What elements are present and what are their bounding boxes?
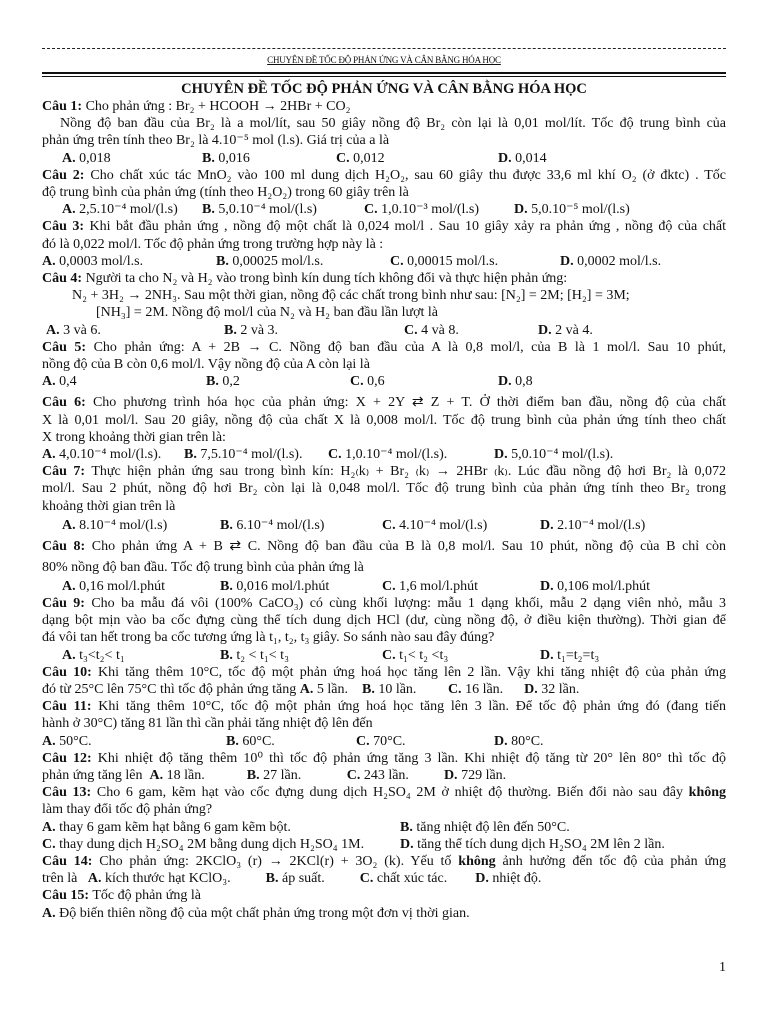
question-10-line-2: đó từ 25°C lên 75°C thì tốc độ phản ứng tăng A. 5 lần. B. 10 lần. C. 16 lần. D. 32 lần. — [42, 681, 580, 697]
question-text: X trong khoảng thời gian trên là: — [42, 429, 226, 445]
question-text: Nồng độ ban đầu của Br₂ là a mol/lít, sau 50 giây nồng độ Br₂ còn lại là 0,01 mol/lít. Tốc độ trung bình của — [60, 116, 726, 132]
question-4: Câu 4: Người ta cho N₂ và H₂ vào trong bình kín dung tích không đổi và thực hiện phản ứng: — [42, 270, 568, 286]
question-text: độ trung bình của phản ứng (tính theo H₂O₂) trong 60 giây trên là — [42, 185, 409, 200]
question-text: khoảng thời gian trên là — [42, 498, 176, 514]
options-q4: A. 3 và 6. B. 2 và 3. C. 4 và 8. D. 2 và 4. — [46, 322, 593, 338]
options-q11: A. 50°C. B. 60°C. C. 70°C. D. 80°C. — [42, 733, 544, 749]
header-double-rule — [42, 72, 726, 77]
question-12: Câu 12: Khi nhiệt độ tăng thêm 10⁰ thì tốc độ phản ứng tăng 3 lần. Khi nhiệt độ tăng từ 20° lên 80° thì tốc độ — [42, 750, 726, 766]
question-14-line-2: trên là A. kích thước hạt KClO₃. B. áp suất. C. chất xúc tác. D. nhiệt độ. — [42, 871, 542, 887]
question-6: Câu 6: Cho phương trình hóa học của phản ứng: X + 2Y ⇄ Z + T. Ở thời điểm ban đầu, nồng độ của chất — [42, 395, 726, 411]
question-text: mol/l. Sau 2 phút, nồng độ hơi Br₂ còn lại là 0,048 mol/l. Tốc độ trung bình của phản ứng tính theo Br₂ trong — [42, 481, 726, 497]
question-9: Câu 9: Cho ba mẫu đá vôi (100% CaCO₃) có cùng khối lượng: mẫu 1 dạng khối, mẫu 2 dạng viên nhỏ, mẫu 3 — [42, 595, 726, 611]
options-q3: A. 0,0003 mol/l.s. B. 0,00025 mol/l.s. C. 0,00015 mol/l.s. D. 0,0002 mol/l.s. — [42, 253, 662, 269]
question-14: Câu 14: Cho phản ứng: 2KClO₃ (r) → 2KCl(r) + 3O₂ (k). Yếu tố không ảnh hưởng đến tốc độ của phản ứng — [42, 853, 726, 869]
question-text: làm thay đổi tốc độ phản ứng? — [42, 802, 213, 818]
options-q1: A. 0,018 B. 0,016 C. 0,012 D. 0,014 — [62, 150, 547, 166]
header-dashed-rule — [42, 48, 726, 49]
question-text: [NH₃] = 2M. Nồng độ mol/l của N₂ và H₂ ban đầu lần lượt là — [96, 305, 438, 321]
question-text: 80% nồng độ ban đầu. Tốc độ trung bình của phản ứng là — [42, 559, 364, 575]
question-15: Câu 15: Tốc độ phản ứng là — [42, 888, 201, 904]
question-text: N₂ + 3H₂ → 2NH₃. Sau một thời gian, nồng độ các chất trong bình như sau: [N₂] = 2M; [H₂] = 3M; — [72, 288, 630, 304]
options-q6: A. 4,0.10⁻⁴ mol/(l.s). B. 7,5.10⁻⁴ mol/(l.s). C. 1,0.10⁻⁴ mol/(l.s). D. 5,0.10⁻⁴ mol/(l.s). — [42, 446, 614, 462]
question-text: đá vôi tan hết trong ba cốc tương ứng là t₁, t₂, t₃ giây. So sánh nào sau đây đúng? — [42, 630, 495, 646]
question-11: Câu 11: Khi tăng thêm 10°C, tốc độ một phản ứng hoá học tăng lên 3 lần. Để tốc độ phản ứng đó (đang tiến — [42, 699, 726, 715]
options-q13-ab: A. thay 6 gam kẽm hạt bằng 6 gam kẽm bột. B. tăng nhiệt độ lên đến 50°C. — [42, 819, 570, 835]
question-7: Câu 7: Thực hiện phản ứng sau trong bình kín: H₂₍k₎ + Br₂ ₍k₎ → 2HBr ₍k₎. Lúc đầu nồng độ hơi Br₂ là 0,072 — [42, 464, 726, 480]
question-text: dạng bột mịn vào ba cốc đựng cùng thể tích dung dịch HCl (dư, cùng nồng độ, ở điều kiện thường). Thời gian để — [42, 613, 726, 629]
document-title: CHUYÊN ĐỀ TỐC ĐỘ PHẢN ỨNG VÀ CÂN BẰNG HÓA HỌC — [181, 81, 587, 97]
question-13: Câu 13: Cho 6 gam, kẽm hạt vào cốc đựng dung dịch H₂SO₄ 2M ở nhiệt độ thường. Biến đổi nào sau đây không — [42, 785, 726, 801]
question-15-option-a: A. Độ biến thiên nồng độ của một chất phản ứng trong một đơn vị thời gian. — [42, 905, 470, 921]
options-q5: A. 0,4 B. 0,2 C. 0,6 D. 0,8 — [42, 374, 533, 390]
options-q7: A. 8.10⁻⁴ mol/(l.s) B. 6.10⁻⁴ mol/(l.s) C. 4.10⁻⁴ mol/(l.s) D. 2.10⁻⁴ mol/(l.s) — [62, 517, 646, 533]
options-q9: A. t₃<t₂< t₁ B. t₂ < t₁< t₃ C. t₁< t₂ <t₃ D. t₁=t₂=t₃ — [62, 647, 600, 663]
question-text: đó là 0,022 mol/l. Tốc độ phản ứng trong trường hợp này là : — [42, 236, 384, 252]
question-3: Câu 3: Khi bắt đầu phản ứng , nồng độ một chất là 0,024 mol/l . Sau 10 giây xảy ra phản ứng , nồng độ của chất — [42, 219, 726, 235]
options-q8: A. 0,16 mol/l.phút B. 0,016 mol/l.phút C. 1,6 mol/l.phút D. 0,106 mol/l.phút — [62, 578, 651, 594]
question-text: X là 0,01 mol/l. Sau 20 giây, nồng độ của chất X là 0,008 mol/l. Tốc độ trung bình của phản ứng tính theo chất — [42, 412, 726, 428]
question-8: Câu 8: Cho phản ứng A + B ⇄ C. Nồng độ ban đầu của B là 0,8 mol/l. Sau 10 phút, nồng độ của B chỉ còn — [42, 538, 726, 554]
question-12-line-2: phản ứng tăng lên A. 18 lần. B. 27 lần. C. 243 lần. D. 729 lần. — [42, 767, 507, 783]
question-10: Câu 10: Khi tăng thêm 10°C, tốc độ một phản ứng hoá học tăng lên 2 lần. Vậy khi tăng nhiệt độ của phản ứng — [42, 664, 726, 680]
options-q13-cd: C. thay dung dịch H₂SO₄ 2M bằng dung dịch H₂SO₄ 1M. D. tăng thể tích dung dịch H₂SO₄ 2M lên 2 lần. — [42, 836, 665, 852]
running-header-title: CHUYÊN ĐỀ TỐC ĐỘ PHẢN ỨNG VÀ CÂN BẰNG HÓA HỌC — [267, 55, 501, 65]
document-page — [42, 38, 726, 922]
question-text: phản ứng trên tính theo Br₂ là 4.10⁻⁵ mol (l.s). Giá trị của a là — [42, 133, 390, 149]
options-q2: A. 2,5.10⁻⁴ mol/(l.s) B. 5,0.10⁻⁴ mol/(l.s) C. 1,0.10⁻³ mol/(l.s) D. 5,0.10⁻⁵ mol/(l.s) — [62, 202, 630, 218]
running-header — [42, 48, 726, 72]
question-text: nồng độ của B còn 0,6 mol/l. Vậy nồng độ của A còn lại là — [42, 356, 370, 372]
page-number: 1 — [719, 960, 726, 975]
question-5: Câu 5: Cho phản ứng: A + 2B → C. Nồng độ ban đầu của A là 0,8 mol/l, của B là 1 mol/l. Sau 10 phút, — [42, 339, 726, 355]
question-1: Câu 1: Cho phản ứng : Br₂ + HCOOH → 2HBr + CO₂ — [42, 99, 351, 114]
question-2: Câu 2: Cho chất xúc tác MnO₂ vào 100 ml dung dịch H₂O₂, sau 60 giây thu được 33,6 ml khí O₂ (ở đktc) . Tốc — [42, 167, 726, 183]
question-text: hành ở 30°C) tăng 81 lần thì cần phải tăng nhiệt độ lên đến — [42, 716, 373, 732]
